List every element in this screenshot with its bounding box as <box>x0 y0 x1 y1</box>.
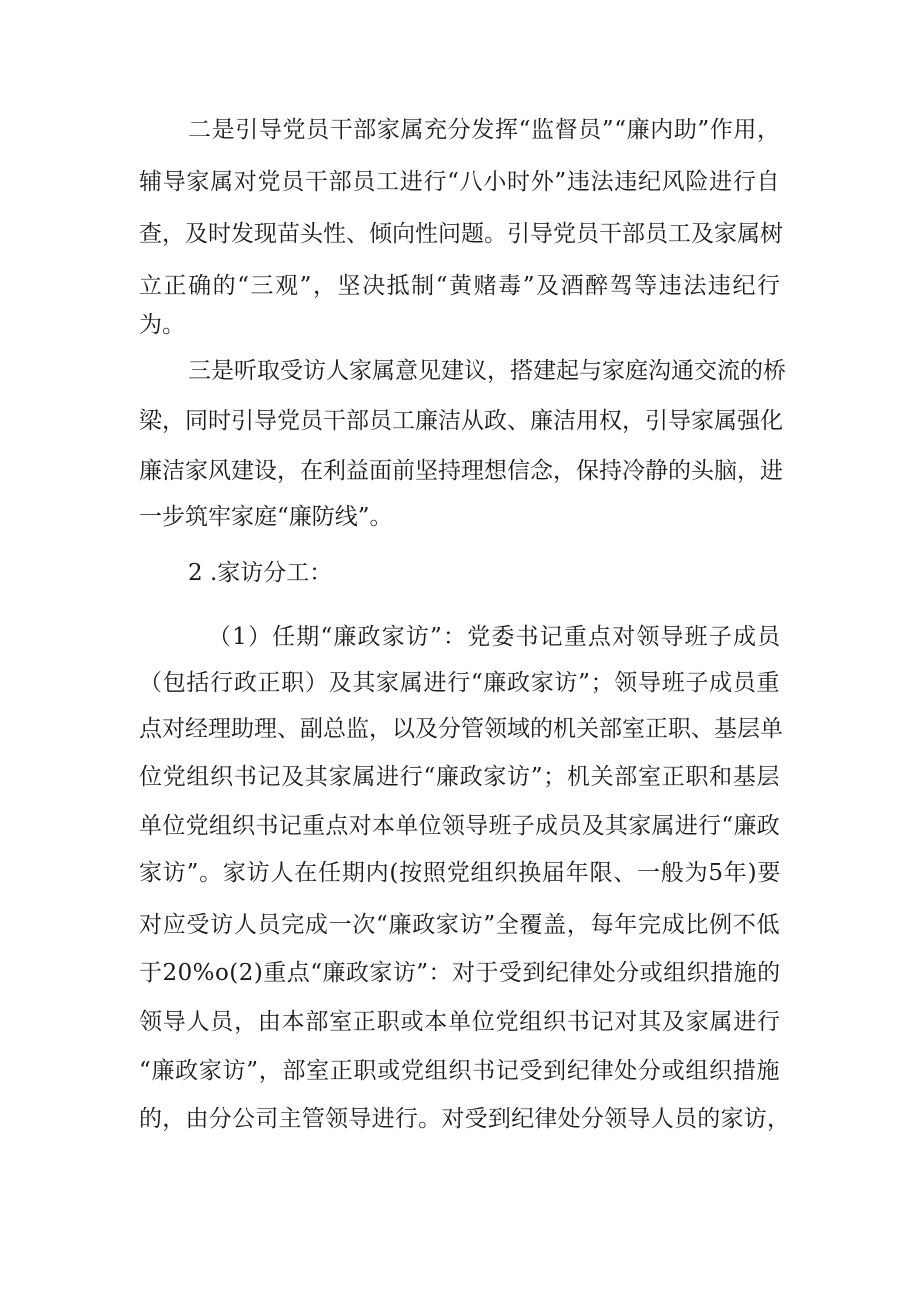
paragraph-2-line-3: 查，及时发现苗头性、倾向性问题。引导党员干部员工及家属树 <box>139 221 783 247</box>
paragraph-4-line-5: 单位党组织书记重点对本单位领导班子成员及其家属进行“廉政 <box>139 813 781 839</box>
paragraph-4-line-2: （包括行政正职）及其家属进行“廉政家访”；领导班子成员重 <box>139 670 781 696</box>
paragraph-3-line-2: 梁，同时引导党员干部员工廉洁从政、廉洁用权，引导家属强化 <box>139 408 783 434</box>
paragraph-4-line-1: （1）任期“廉政家访”：党委书记重点对领导班子成员 <box>208 624 782 650</box>
section-heading: 2 .家访分工： <box>188 560 333 586</box>
paragraph-4-line-4: 位党组织书记及其家属进行“廉政家访”；机关部室正职和基层 <box>139 764 781 790</box>
paragraph-3-line-1: 三是听取受访人家属意见建议，搭建起与家庭沟通交流的桥 <box>188 358 786 384</box>
paragraph-3-line-3: 廉洁家风建设，在利益面前坚持理想信念，保持冷静的头脑，进 <box>139 458 783 484</box>
paragraph-4-line-9: 领导人员，由本部室正职或本单位党组织书记对其及家属进行 <box>139 1009 781 1035</box>
paragraph-3-line-4: 一步筑牢家庭“廉防线”。 <box>139 504 393 530</box>
paragraph-4-line-3: 点对经理助理、副总监，以及分管领域的机关部室正职、基层单 <box>139 716 783 742</box>
paragraph-4-line-6: 家访”。家访人在任期内(按照党组织换届年限、一般为5年)要 <box>139 860 782 886</box>
paragraph-4-line-10: “廉政家访”，部室正职或党组织书记受到纪律处分或组织措施 <box>139 1058 781 1084</box>
paragraph-2-line-4: 立正确的“三观”，坚决抵制“黄赌毒”及酒醉驾等违法违纪行 <box>139 273 782 299</box>
paragraph-4-line-8: 于20%o(2)重点“廉政家访”：对于受到纪律处分或组织措施的 <box>139 960 781 986</box>
paragraph-2-line-5: 为。 <box>139 312 185 338</box>
paragraph-4-line-7: 对应受访人员完成一次“廉政家访”全覆盖，每年完成比例不低 <box>139 912 781 938</box>
paragraph-2-line-2: 辅导家属对党员干部员工进行“八小时外”违法违纪风险进行自 <box>139 169 781 195</box>
paragraph-2-line-1: 二是引导党员干部家属充分发挥“监督员”“廉内助”作用， <box>188 117 781 143</box>
paragraph-4-line-11: 的，由分公司主管领导进行。对受到纪律处分领导人员的家访， <box>139 1106 791 1132</box>
